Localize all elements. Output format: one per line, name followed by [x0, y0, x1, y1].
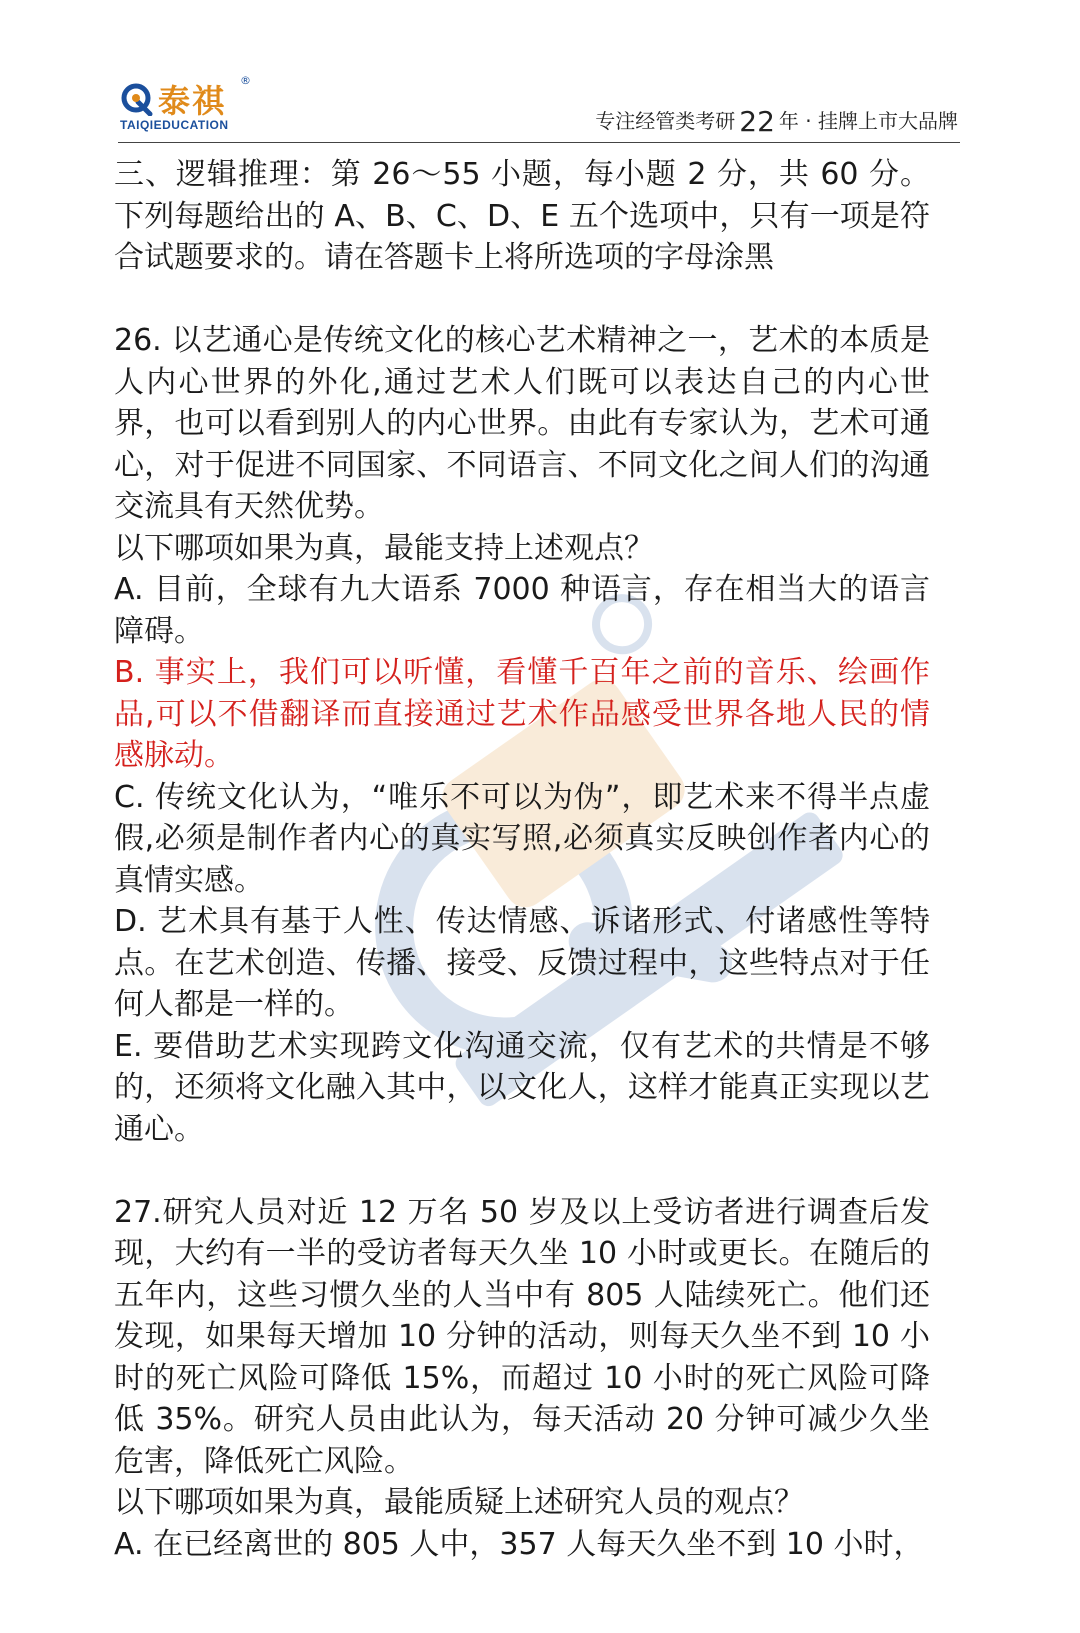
logo-english-name: TAIQIEDUCATION	[120, 118, 229, 132]
spacer	[114, 279, 930, 321]
logo-chinese-name: 泰祺	[158, 82, 227, 120]
q27-option-a: A. 在已经离世的 805 人中，357 人每天久坐不到 10 小时，	[114, 1526, 924, 1562]
registered-mark: ®	[240, 74, 251, 87]
slogan-prefix: 专注经管类考研	[595, 109, 736, 133]
page-header	[118, 72, 958, 144]
logo-q-icon	[120, 82, 154, 116]
q26-option-e: E. 要借助艺术实现跨文化沟通交流，仅有艺术的共情是不够的，还须将文化融入其中，以文化人，这样才能真正实现以艺通心。	[114, 1028, 930, 1147]
q26-option-c: C. 传统文化认为，“唯乐不可以为伪”，即艺术来不得半点虚假,必须是制作者内心的真实写照,必须真实反映创作者内心的真情实感。	[114, 779, 930, 898]
q27-question: 以下哪项如果为真，最能质疑上述研究人员的观点？	[114, 1485, 804, 1520]
header-divider	[118, 142, 960, 143]
q26-option-a: A. 目前，全球有九大语系 7000 种语言，存在相当大的语言障碍。	[114, 572, 930, 649]
q27-stem: 27.研究人员对近 12 万名 50 岁及以上受访者进行调查后发现，大约有一半的受访者每天久坐 10 小时或更长。在随后的五年内，这些习惯久坐的人当中有 805 人陆续死亡。他们还发现，如果每天增加 10 分钟的活动，则每天久坐不到 10 小时的死亡风险可降低 15%，而超过 10 小时的死亡风险可降低 35%。研究人员由此认为，每天活动 20 分钟可减少久坐危害，降低死亡风险。	[114, 1194, 930, 1479]
slogan-suffix: 年 · 挂牌上市大品牌	[778, 109, 958, 133]
q26-question: 以下哪项如果为真，最能支持上述观点？	[114, 530, 654, 566]
exam-content	[114, 154, 930, 1565]
header-slogan	[595, 102, 958, 138]
q26-option-b-answer: B. 事实上，我们可以听懂，看懂千百年之前的音乐、绘画作品,可以不借翻译而直接通过艺术作品感受世界各地人民的情感脉动。	[114, 655, 930, 773]
spacer	[114, 1150, 930, 1192]
section-instructions: 三、逻辑推理：第 26～55 小题，每小题 2 分，共 60 分。下列每题给出的 A、B、C、D、E 五个选项中，只有一项是符合试题要求的。请在答题卡上将所选项的字母涂黑	[114, 157, 930, 275]
q26-option-d: D. 艺术具有基于人性、传达情感、诉诸形式、付诸感性等特点。在艺术创造、传播、接受、反馈过程中，这些特点对于任何人都是一样的。	[114, 904, 930, 1022]
slogan-years: 22	[739, 105, 775, 138]
q26-stem: 26. 以艺通心是传统文化的核心艺术精神之一，艺术的本质是人内心世界的外化,通过艺术人们既可以表达自己的内心世界，也可以看到别人的内心世界。由此有专家认为，艺术可通心，对于促进不同国家、不同语言、不同文化之间人们的沟通交流具有天然优势。	[114, 323, 930, 524]
taiqi-logo	[118, 72, 278, 136]
